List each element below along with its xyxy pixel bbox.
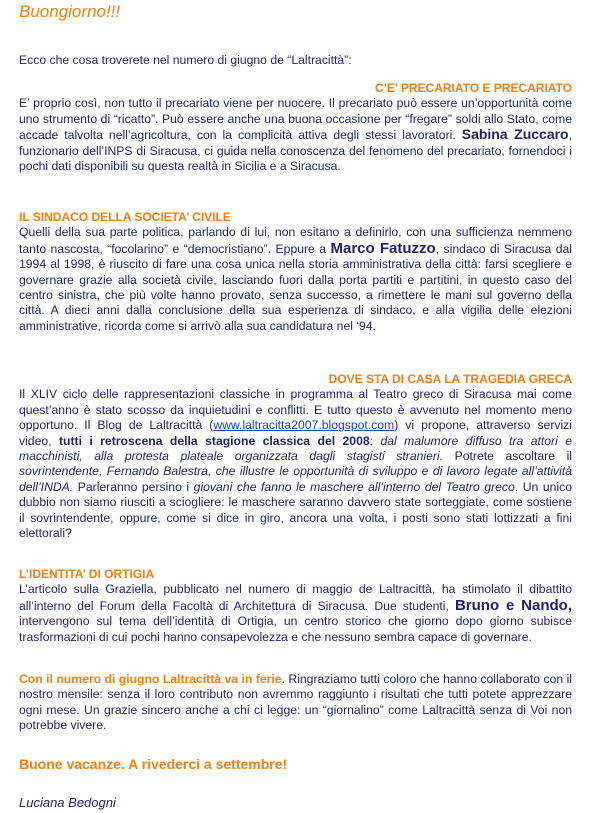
lead-text: Con il numero di giugno Laltracittà va in ferie xyxy=(19,672,282,686)
body-text: . Ringraziamo tutti coloro che hanno collaborato con il nostro mensile: senza il loro contributo non avremmo raggiunto i risultati che tutti potete apprezzare ogni mese. Un grazie sincero anche a chi ci legge: un “giornalino” come Laltracittà senza di Voi non potrebbe vivere. xyxy=(19,672,573,733)
section-ortigia xyxy=(19,567,572,645)
body-text: Parleranno persino i xyxy=(73,479,194,494)
body-text: , funzionario dell’INPS di Siracusa, ci guida nella conoscenza del fenomeno del precariato, fornendoci i pochi dati disponibili su questa realtà in Sicilia e a Siracusa. xyxy=(19,128,572,174)
signature: Luciana Bedogni xyxy=(19,795,116,810)
authors-name: Bruno e Nando, xyxy=(454,596,572,614)
person-name: Marco Fatuzzo xyxy=(330,239,436,257)
section-heading: C’E’ PRECARIATO E PRECARIATO xyxy=(374,81,572,95)
body-text: Il XLIV ciclo delle rappresentazioni classiche in programma al Teatro greco di Siracusa mai come quest’anno è stato scosso da inquietudini e conflitti. E tutto questo è avvenuto nel momento meno opportuno. Il Blog de Laltracittà ( xyxy=(19,387,572,433)
italic-text: giovani che fanno le maschere all’interno del Teatro greco xyxy=(193,479,515,494)
bold-text: tutti i retroscena della stagione classica del 2008 xyxy=(58,433,370,448)
section-body xyxy=(19,387,572,541)
body-text: Quelli della sua parte politica, parlando di lui, non esitano a definirlo, con una sufficienza nemmeno tanto nascosta, “focolarino” e “democristiano”. Eppure a xyxy=(19,225,572,256)
italic-text: dal malumore diffuso tra attori e macchinisti, alla protesta plateale organizzata dagli stagisti stranieri. xyxy=(19,433,572,464)
body-text: ) vi propone, attraverso servizi video, xyxy=(19,418,572,448)
body-text: E’ proprio così, non tutto il precariato viene per nuocere. Il precariato può essere un’opportunità come uno strumento di “ricatto”. Può essere anche una buona occasione per “fregare” soldi allo Stato, come accade talvolta nell’agricoltura, con la complicità attiva degli stessi lavoratori. xyxy=(19,96,572,143)
section-heading: L’IDENTITA’ DI ORTIGIA xyxy=(19,567,155,581)
section-body xyxy=(19,582,572,645)
body-text: : xyxy=(369,433,381,448)
body-text: L’articolo sulla Graziella, pubblicato nel numero di maggio de Laltracittà, ha stimolato il dibattito all’interno del Forum della Facoltà di Architettura di Siracusa. Due studenti, xyxy=(19,582,572,613)
section-body xyxy=(19,96,572,174)
blog-link[interactable]: www.laltracitta2007.blogspot.com xyxy=(213,418,395,433)
section-body xyxy=(19,672,572,734)
closing-line: Buone vacanze. A rivederci a settembre! xyxy=(19,756,288,772)
section-body xyxy=(19,225,572,334)
italic-text: sovrintendente, Fernando Balestra, che illustre le opportunità di sviluppo e di lavoro legate all’attività dell’INDA. xyxy=(19,464,572,494)
body-text: intervengono sul tema dell’identità di Ortigia, un centro storico che giorno dopo giorno subisce trasformazioni di cui pochi hanno consapevolezza e che nessuno sembra capace di governare. xyxy=(19,614,572,644)
body-text: . Un unico dubbio non siamo riusciti a sciogliere: le maschere saranno davvero state sorteggiate, come sostiene il sovrintendente, oppure, come si dice in giro, ancora una volta, i posti sono stati lottizzati a fini elettorali? xyxy=(19,479,572,541)
body-text: , sindaco di Siracusa dal 1994 al 1998, è riuscito di fare una cosa unica nella storia amministrativa della città: farsi scegliere e governare grazie alla società civile, lasciando fuori dalla porta partiti e partitini, in questo caso del centro sinistra, che più volte hanno provato, senza successo, a rimettere le mani sul governo della città. A dieci anni dalla conclusione della sua esperienza di sindaco, e alla vigilia delle elezioni amministrative, ricorda come si arrivò alla sua candidatura nel ‘94. xyxy=(19,241,572,333)
intro-text: Ecco che cosa troverete nel numero di giugno de “Laltracittà”: xyxy=(19,53,352,67)
section-heading: DOVE STA DI CASA LA TRAGEDIA GRECA xyxy=(328,372,572,386)
section-tragedia-greca xyxy=(19,372,572,541)
greeting: Buongiorno!!! xyxy=(19,2,121,21)
author-name: Sabina Zuccaro xyxy=(461,126,569,143)
body-text: Potrete ascoltare il xyxy=(443,449,572,464)
section-precariato xyxy=(19,81,572,174)
section-sindaco xyxy=(19,210,572,334)
section-heading: IL SINDACO DELLA SOCIETA’ CIVILE xyxy=(19,210,231,224)
section-ferie xyxy=(19,672,572,734)
